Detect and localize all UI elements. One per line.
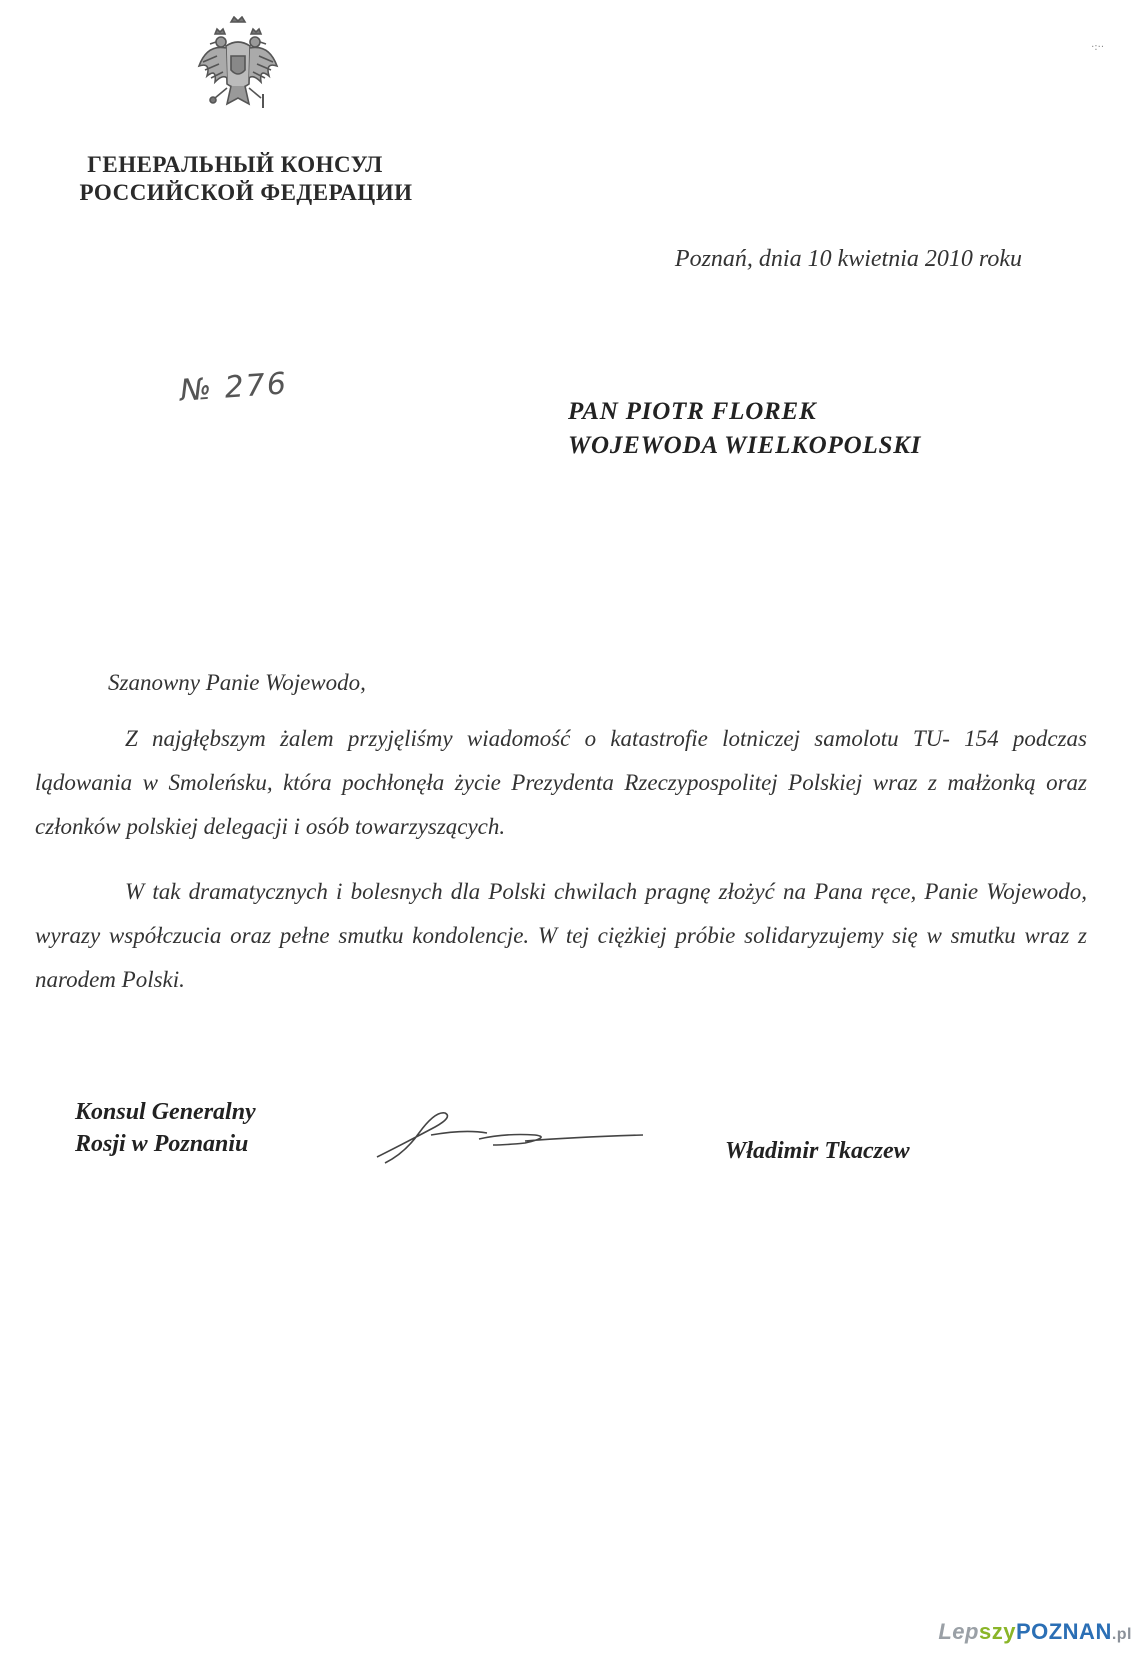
- body-paragraph: Z najgłębszym żalem przyjęliśmy wiadomość o katastrofie lotniczej samolotu TU- 154 podczas lądowania w Smoleńsku, która pochłonęła życie Prezydenta Rzeczypospolitej Polskiej wraz z małżonką oraz członków polskiej delegacji i osób towarzyszących.: [35, 726, 1087, 839]
- issuer-title-line-1: ГЕНЕРАЛЬНЫЙ КОНСУЛ: [87, 152, 383, 177]
- recipient-title: WOJEWODA WIELKOPOLSKI: [568, 432, 922, 459]
- handwritten-signature: [375, 1105, 665, 1170]
- salutation: Szanowny Panie Wojewodo,: [108, 670, 366, 695]
- corner-scan-mark: ·:··: [1091, 42, 1104, 53]
- recipient-name: PAN PIOTR FLOREK: [568, 398, 817, 425]
- signatory-title-line-2: Rosji w Poznaniu: [75, 1131, 249, 1157]
- watermark-part: POZNAN: [1015, 1619, 1112, 1644]
- letter-date: Poznań, dnia 10 kwietnia 2010 roku: [674, 246, 1022, 272]
- reference-number: № 276: [178, 366, 290, 409]
- signatory-title-line-1: Konsul Generalny: [75, 1099, 256, 1125]
- signatory-name: Władimir Tkaczew: [725, 1138, 910, 1164]
- body-paragraph: W tak dramatycznych i bolesnych dla Polski chwilach pragnę złożyć na Pana ręce, Panie Wojewodo, wyrazy współczucia oraz pełne smutku kondolencje. W tej ciężkiej próbie solidaryzujemy się w smutku wraz z narodem Polski.: [35, 879, 1087, 992]
- site-watermark: [938, 1619, 1132, 1645]
- watermark-part: szy: [978, 1619, 1016, 1644]
- watermark-part: Lep: [938, 1619, 979, 1644]
- watermark-part: .pl: [1111, 1626, 1132, 1643]
- double-headed-eagle-icon: [193, 16, 283, 120]
- issuer-title-line-2: РОССИЙСКОЙ ФЕДЕРАЦИИ: [79, 180, 413, 205]
